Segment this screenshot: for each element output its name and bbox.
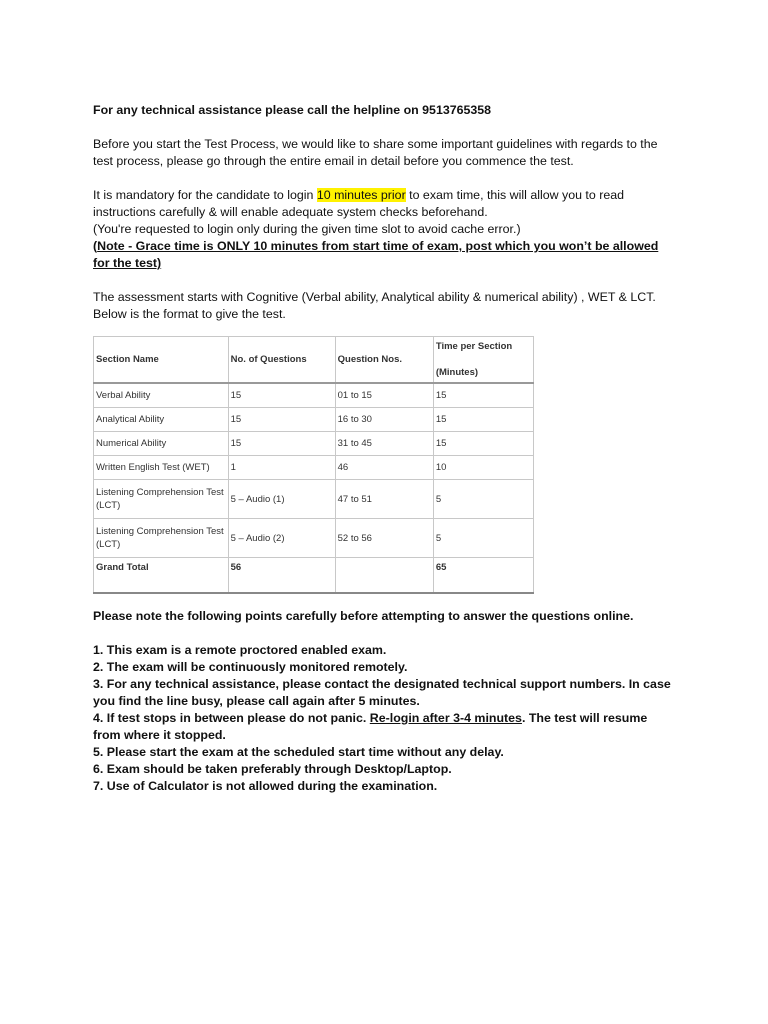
request-line: (You're requested to login only during the given time slot to avoid cache error.) xyxy=(93,222,521,236)
points-list xyxy=(93,642,678,795)
cell-questions: 1 xyxy=(228,456,335,480)
cell-question-nos: 46 xyxy=(335,456,433,480)
mandatory-paragraph xyxy=(93,187,678,221)
cell-section: Listening Comprehension Test (LCT) xyxy=(94,480,229,519)
cell-section: Listening Comprehension Test (LCT) xyxy=(94,519,229,558)
cell-question-nos: 52 to 56 xyxy=(335,519,433,558)
list-item: 7. Use of Calculator is not allowed during the examination. xyxy=(93,779,438,793)
cell-time: 15 xyxy=(433,408,533,432)
mandatory-text-before: It is mandatory for the candidate to login xyxy=(93,188,317,202)
list-item xyxy=(93,710,678,744)
helpline-heading: For any technical assistance please call the helpline on 9513765358 xyxy=(93,103,492,117)
mandatory-text-after: to exam time, this will allow you to read instructions carefully & will enable adequate system checks beforehand. xyxy=(93,188,625,219)
note-open-paren: ( xyxy=(93,239,98,253)
point4-text-before: 4. If test stops in between please do not panic. xyxy=(93,711,370,725)
list-item: 1. This exam is a remote proctored enabled exam. xyxy=(93,643,387,657)
table-row xyxy=(94,480,534,519)
list-item: 3. For any technical assistance, please contact the designated technical support numbers. In case you find the line busy, please call again after 5 minutes. xyxy=(93,677,671,708)
cell-questions: 15 xyxy=(228,432,335,456)
header-time-per-section xyxy=(433,337,533,384)
cell-section: Written English Test (WET) xyxy=(94,456,229,480)
total-questions: 56 xyxy=(228,558,335,594)
cell-question-nos: 01 to 15 xyxy=(335,383,433,408)
cell-question-nos: 16 to 30 xyxy=(335,408,433,432)
cell-time: 5 xyxy=(433,519,533,558)
total-label: Grand Total xyxy=(94,558,229,594)
cell-questions: 5 – Audio (2) xyxy=(228,519,335,558)
header-section-name: Section Name xyxy=(94,337,229,384)
assessment-paragraph: The assessment starts with Cognitive (Verbal ability, Analytical ability & numerical ability) , WET & LCT. Below is the format to give the test. xyxy=(93,290,656,321)
table-header-row xyxy=(94,337,534,384)
points-heading: Please note the following points carefully before attempting to answer the questions online. xyxy=(93,609,634,623)
header-time-line1: Time per Section xyxy=(435,341,513,352)
cell-time: 15 xyxy=(433,432,533,456)
cell-time: 10 xyxy=(433,456,533,480)
header-no-of-questions: No. of Questions xyxy=(228,337,335,384)
cell-section: Verbal Ability xyxy=(94,383,229,408)
highlighted-time: 10 minutes prior xyxy=(316,188,406,202)
document-page xyxy=(93,102,678,795)
point4-text-after: . The test will resume from where it stopped. xyxy=(93,711,648,742)
cell-question-nos: 31 to 45 xyxy=(335,432,433,456)
list-item: 2. The exam will be continuously monitored remotely. xyxy=(93,660,408,674)
table-row xyxy=(94,432,534,456)
header-question-nos: Question Nos. xyxy=(335,337,433,384)
grace-note xyxy=(93,238,678,272)
table-row xyxy=(94,383,534,408)
cell-section: Numerical Ability xyxy=(94,432,229,456)
cell-questions: 15 xyxy=(228,408,335,432)
list-item: 5. Please start the exam at the scheduled start time without any delay. xyxy=(93,745,504,759)
list-item: 6. Exam should be taken preferably through Desktop/Laptop. xyxy=(93,762,452,776)
total-question-nos xyxy=(335,558,433,594)
cell-section: Analytical Ability xyxy=(94,408,229,432)
cell-time: 15 xyxy=(433,383,533,408)
relogin-instruction: Re-login after 3-4 minutes xyxy=(369,711,522,725)
intro-paragraph: Before you start the Test Process, we would like to share some important guidelines with regards to the test process, please go through the entire email in detail before you commence the test. xyxy=(93,137,658,168)
table-total-row xyxy=(94,558,534,594)
table-row xyxy=(94,408,534,432)
test-format-table xyxy=(93,336,534,594)
cell-time: 5 xyxy=(433,480,533,519)
header-time-line2: (Minutes) xyxy=(435,367,479,378)
cell-questions: 15 xyxy=(228,383,335,408)
table-row xyxy=(94,456,534,480)
note-text: Note - Grace time is ONLY 10 minutes from start time of exam, post which you won’t be allowed for the test) xyxy=(93,239,659,270)
cell-questions: 5 – Audio (1) xyxy=(228,480,335,519)
cell-question-nos: 47 to 51 xyxy=(335,480,433,519)
total-time: 65 xyxy=(433,558,533,594)
table-row xyxy=(94,519,534,558)
